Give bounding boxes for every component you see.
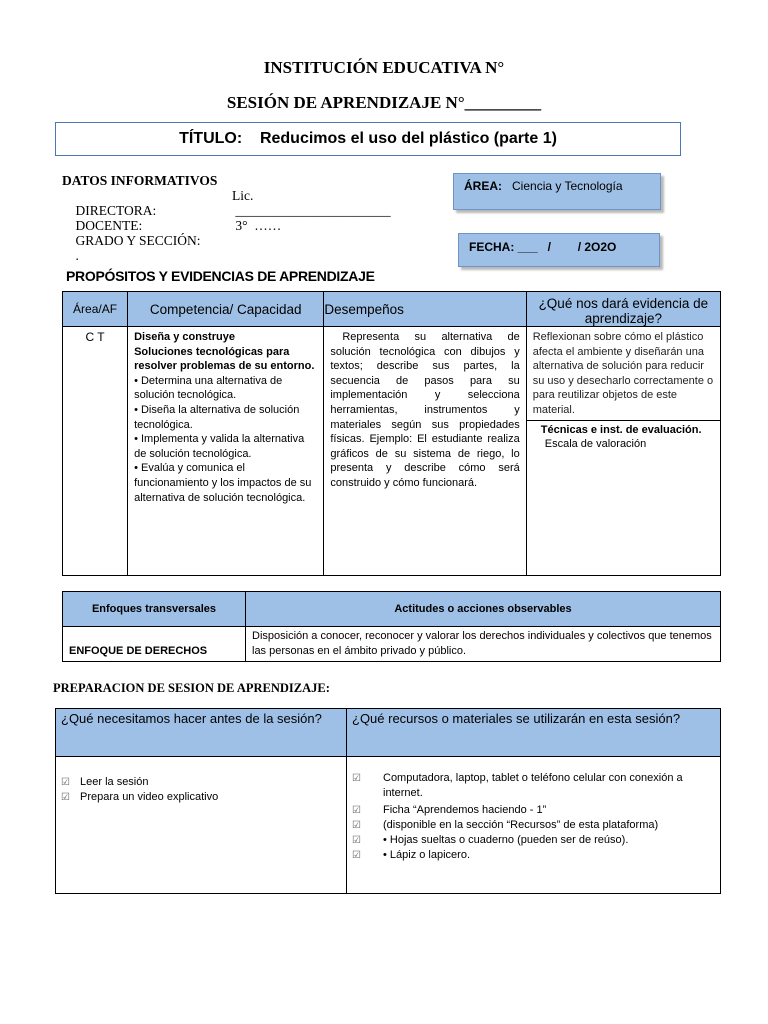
- datos-label: DOCENTE:: [75, 218, 143, 233]
- enfoques-table: [62, 591, 721, 662]
- col-header-desempenos: Desempeños: [324, 292, 526, 327]
- cell-evidencia: [526, 327, 720, 576]
- list-item: ☑ • Hojas sueltas o cuaderno (pueden ser de reúso).: [352, 834, 629, 846]
- list-item: ☑ Computadora, laptop, tablet o teléfono celular con conexión a internet.: [352, 772, 683, 799]
- datos-value: 3° ……: [232, 218, 282, 233]
- datos-row-grado: [62, 218, 282, 248]
- evidencia-text: Reflexionan sobre cómo el plástico afecta el ambiente y diseñarán una alternativa de solución para reducir su uso y desecharlo correctamente o para reutilizar objetos de este material.: [532, 331, 714, 416]
- competencia-subtitle: Soluciones tecnológicas para resolver problemas de su entorno.: [134, 345, 315, 373]
- recursos-cell: [347, 757, 721, 894]
- actitud-value: Disposición a conocer, reconocer y valorar los derechos individuales y colectivos que tenemos las personas en el ámbito privado y público.: [246, 627, 721, 662]
- datos-value: Lic.: [232, 188, 254, 203]
- tecnicas-block: [527, 420, 720, 454]
- session-heading: SESIÓN DE APRENDIZAJE N°_________: [226, 93, 542, 112]
- tecnicas-title: Técnicas e inst. de evaluación.: [540, 423, 702, 436]
- checkbox-checked-icon: ☑: [352, 805, 361, 816]
- recursos-header: ¿Qué recursos o materiales se utilizarán en esta sesión?: [347, 709, 721, 757]
- propositos-table: [62, 291, 721, 576]
- title-label: TÍTULO:: [179, 130, 243, 147]
- list-item: ☑ Leer la sesión: [61, 776, 149, 788]
- datos-heading: DATOS INFORMATIVOS: [62, 173, 218, 188]
- cell-area-af: C T: [63, 327, 128, 576]
- area-label: ÁREA:: [464, 179, 502, 193]
- col-header-area: Área/AF: [63, 292, 128, 327]
- cell-desempenos: Representa su alternativa de solución tecnológica con dibujos y textos; describe sus partes, la secuencia de pasos para su implementación y selecciona herramientas, instrumentos y materiales según sus propiedades físicas. Ejemplo: El estudiante realiza gráficos de su sistema de riego, lo presenta y describe cómo será construido y cómo funcionará.: [324, 327, 526, 576]
- checkbox-checked-icon: ☑: [352, 850, 361, 861]
- datos-row-directora: [62, 188, 254, 218]
- cell-competencia: [128, 327, 324, 576]
- antes-header: ¿Qué necesitamos hacer antes de la sesión?: [56, 709, 347, 757]
- propositos-title: PROPÓSITOS Y EVIDENCIAS DE APRENDIZAJE: [66, 268, 375, 284]
- title-box: [55, 122, 681, 156]
- enfoques-header: Enfoques transversales: [63, 592, 246, 627]
- preparacion-table: [55, 708, 721, 894]
- tecnicas-value: Escala de valoración: [544, 438, 647, 451]
- datos-informativos: [62, 173, 391, 263]
- col-header-competencia: Competencia/ Capacidad: [128, 292, 324, 327]
- col-header-evidencia: ¿Qué nos dará evidencia de aprendizaje?: [526, 292, 720, 327]
- checkbox-checked-icon: ☑: [352, 820, 361, 831]
- datos-row-dot: [62, 233, 217, 263]
- antes-cell: [56, 757, 347, 894]
- datos-value: _______________________: [232, 203, 391, 218]
- checkbox-checked-icon: ☑: [352, 835, 361, 846]
- area-value: Ciencia y Tecnología: [512, 179, 623, 193]
- list-item: ☑ • Lápiz o lapicero.: [352, 849, 471, 861]
- title-text: Reducimos el uso del plástico (parte 1): [259, 130, 557, 147]
- datos-label: GRADO Y SECCIÓN:: [75, 233, 201, 248]
- capacidad-item: • Evalúa y comunica el funcionamiento y los impactos de su alternativa de solución tecnológica.: [134, 462, 312, 504]
- institution-heading: INSTITUCIÓN EDUCATIVA N°: [263, 58, 505, 77]
- datos-label: .: [75, 248, 79, 263]
- preparacion-title: PREPARACION DE SESION DE APRENDIZAJE:: [53, 681, 330, 695]
- area-box: [453, 173, 661, 210]
- list-item: ☑ Ficha “Aprendemos haciendo - 1”: [352, 804, 547, 816]
- checkbox-checked-icon: ☑: [61, 777, 70, 788]
- capacidad-item: • Diseña la alternativa de solución tecnológica.: [134, 403, 300, 431]
- fecha-box: FECHA: ___ / / 2O2O: [458, 233, 660, 267]
- list-item: ☑ (disponible en la sección “Recursos” de esta plataforma): [352, 819, 659, 831]
- capacidad-item: • Implementa y valida la alternativa de solución tecnológica.: [134, 433, 305, 460]
- enfoque-value: ENFOQUE DE DERECHOS: [63, 627, 246, 662]
- competencia-title: Diseña y construye: [134, 331, 235, 343]
- datos-row-docente: [62, 203, 391, 233]
- datos-label: DIRECTORA:: [75, 203, 157, 218]
- list-item: ☑ Prepara un video explicativo: [61, 791, 219, 803]
- checkbox-checked-icon: ☑: [61, 792, 70, 803]
- capacidad-item: • Determina una alternativa de solución tecnológica.: [134, 374, 283, 402]
- checkbox-checked-icon: ☑: [352, 773, 361, 784]
- actitudes-header: Actitudes o acciones observables: [246, 592, 721, 627]
